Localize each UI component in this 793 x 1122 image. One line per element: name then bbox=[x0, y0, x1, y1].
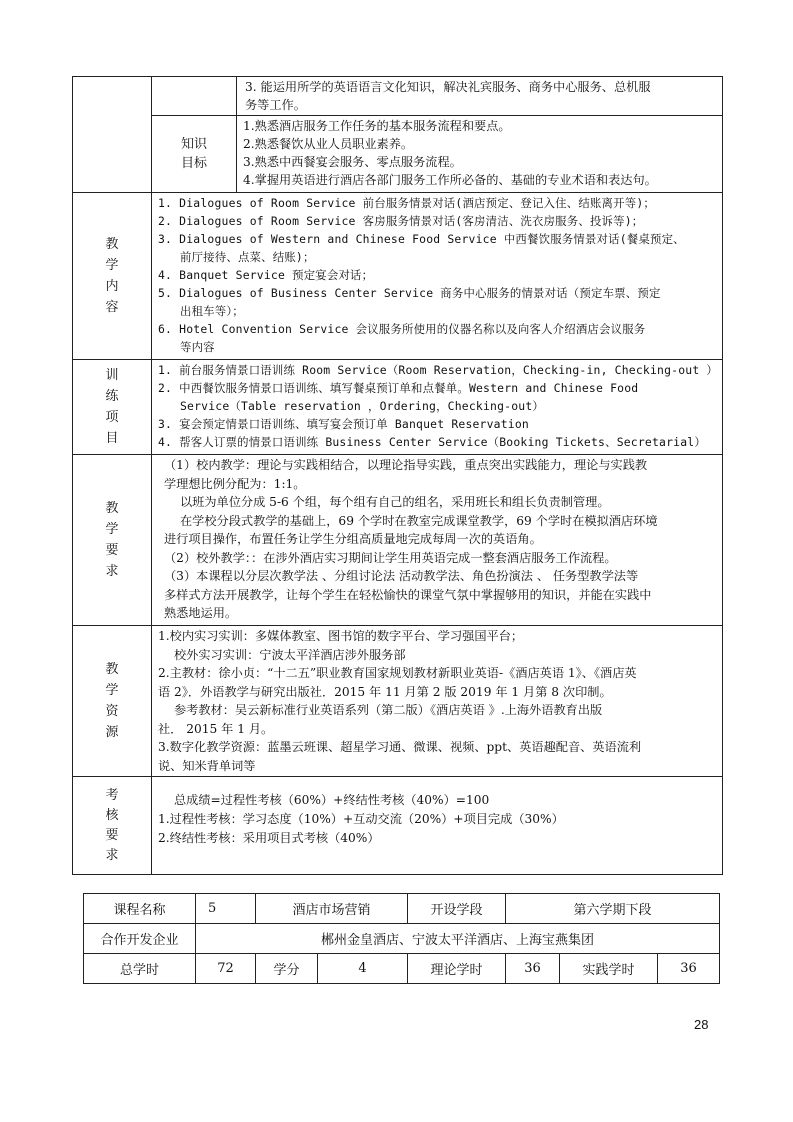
page-number: 28 bbox=[694, 1017, 709, 1032]
practice-hours-label: 实践学时 bbox=[560, 954, 658, 984]
partner-label: 合作开发企业 bbox=[84, 924, 196, 954]
ability-objective-row bbox=[73, 77, 723, 116]
course-row-2 bbox=[84, 924, 720, 954]
knowledge-objective-label: 知识 目标 bbox=[152, 116, 237, 193]
practice-hours-value: 36 bbox=[658, 954, 720, 984]
knowledge-objective-list: 1.熟悉酒店服务工作任务的基本服务流程和要点。 2.熟悉餐饮从业人员职业素养。 3.熟悉中西餐宴会服务、零点服务流程。 4.掌握用英语进行酒店各部门服务工作所必备的、基础的专业术语和表达句。 bbox=[237, 116, 723, 193]
training-row bbox=[73, 360, 723, 455]
semester-value: 第六学期下段 bbox=[506, 894, 720, 924]
assessment-list: 总成绩=过程性考核（60%）+终结性考核（40%）=100 1.过程性考核：学习态度（10%）+互动交流（20%）+项目完成（30%） 2.终结性考核：采用项目式考核（40%） bbox=[152, 777, 723, 875]
syllabus-table bbox=[72, 76, 723, 875]
total-hours-value: 72 bbox=[196, 954, 256, 984]
resources-label: 教 学 资 源 bbox=[73, 626, 152, 777]
credits-label: 学分 bbox=[256, 954, 318, 984]
requirements-label: 教 学 要 求 bbox=[73, 455, 152, 626]
course-code: 5 bbox=[196, 894, 256, 924]
theory-hours-value: 36 bbox=[506, 954, 560, 984]
course-name-label: 课程名称 bbox=[84, 894, 196, 924]
total-hours-label: 总学时 bbox=[84, 954, 196, 984]
objective-label-cell bbox=[73, 77, 152, 193]
theory-hours-label: 理论学时 bbox=[408, 954, 506, 984]
requirements-row bbox=[73, 455, 723, 626]
partner-value: 郴州金皇酒店、宁波太平洋酒店、上海宝燕集团 bbox=[196, 924, 720, 954]
teaching-content-row bbox=[73, 193, 723, 360]
teaching-content-list: 1. Dialogues of Room Service 前台服务情景对话(酒店预定、登记入住、结账离开等)； 2. Dialogues of Room Service 客房服务情景对话(客房清洁、洗衣房服务、投诉等)； 3. Dialogues of Western and Chinese Food Service 中西餐饮服务情景对话(餐桌预定、 前厅接待、点菜、结账)； 4. Banquet Service 预定宴会对话； 5. Dialogues of Business Center Service 商务中心服务的情景对话（预定车票、预定 出租车等）； 6. Hotel Convention Service 会议服务所使用的仪器名称以及向客人介绍酒店会议服务 等内容 bbox=[152, 193, 723, 360]
knowledge-objective-row bbox=[73, 116, 723, 193]
assessment-label: 考 核 要 求 bbox=[73, 777, 152, 875]
course-name: 酒店市场营销 bbox=[256, 894, 408, 924]
course-row-1 bbox=[84, 894, 720, 924]
resources-row bbox=[73, 626, 723, 777]
course-info-table bbox=[83, 893, 720, 984]
training-label: 训 练 项 目 bbox=[73, 360, 152, 455]
ability-sub-label-cell bbox=[152, 77, 237, 116]
assessment-row bbox=[73, 777, 723, 875]
requirements-list: （1）校内教学：理论与实践相结合，以理论指导实践，重点突出实践能力，理论与实践教 学理想比例分配为：1:1。 以班为单位分成 5-6 个组，每个组有自己的组名，采用班长和组长负责制管理。 在学校分段式教学的基础上，69 个学时在教室完成课堂教学，69 个学时在模拟酒店环境 进行项目操作，布置任务让学生分组高质量地完成每周一次的英语角。 （2）校外教学：：在涉外酒店实习期间让学生用英语完成一整套酒店服务工作流程。 （3）本课程以分层次教学法 、分组讨论法 活动教学法、角色扮演法 、 任务型教学法等 多样式方法开展教学，让每个学生在轻松愉快的课堂气氛中掌握够用的知识，并能在实践中 熟悉地运用。 bbox=[152, 455, 723, 626]
training-list: 1. 前台服务情景口语训练 Room Service（Room Reservation，Checking-in, Checking-out ） 2. 中西餐饮服务情景口语训练、填写餐桌预订单和点餐单。Western and Chinese Food Service（Table reservation ，Ordering，Checking-out） 3. 宴会预定情景口语训练、填写宴会预订单 Banquet Reservation 4. 帮客人订票的情景口语训练 Business Center Service（Booking Tickets、Secretarial） bbox=[152, 360, 723, 455]
ability-objective-text: 3. 能运用所学的英语语言文化知识，解决礼宾服务、商务中心服务、总机服 务等工作。 bbox=[237, 77, 723, 116]
teaching-content-label: 教 学 内 容 bbox=[73, 193, 152, 360]
resources-list: 1.校内实习实训：多媒体教室、图书馆的数字平台、学习强国平台； 校外实习实训：宁波太平洋酒店涉外服务部 2.主教材：徐小贞：“十二五”职业教育国家规划教材新职业英语-《酒店英语 1》、《酒店英 语 2》．外语教学与研究出版社．2015 年 11 月第 2 版 2019 年 1 月第 8 次印制。 参考教材：吴云新标准行业英语系列（第二版）《酒店英语 》.上海外语教育出版 社． 2015 年 1 月。 3.数字化教学资源：蓝墨云班课、超星学习通、微课、视频、ppt、英语趣配音、英语流利 说、知米背单词等 bbox=[152, 626, 723, 777]
credits-value: 4 bbox=[318, 954, 408, 984]
course-row-3 bbox=[84, 954, 720, 984]
semester-label: 开设学段 bbox=[408, 894, 506, 924]
